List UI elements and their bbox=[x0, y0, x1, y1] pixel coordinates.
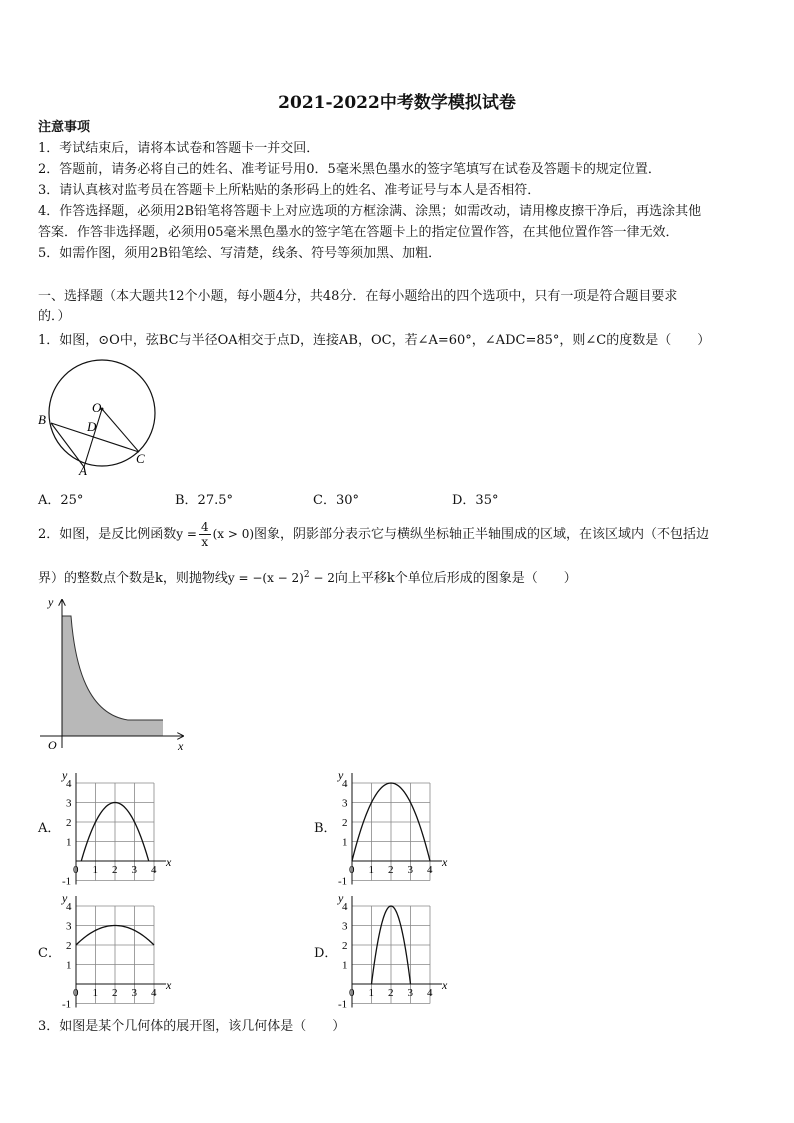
q2-parabola-exp: 2 bbox=[303, 570, 310, 580]
section-heading: 一、选择题（本大题共12个小题，每小题4分，共48分．在每小题给出的四个选项中，只有一项是符合题目要求 bbox=[38, 289, 678, 304]
q2-option-c-label[interactable]: C． bbox=[38, 946, 61, 961]
q2-fraction bbox=[199, 520, 211, 549]
question-1-text: 1．如图，⊙O中，弦BC与半径OA相交于点D，连接AB，OC，若∠A=60°，∠ADC=85°，则∠C的度数是（ ） bbox=[38, 333, 711, 348]
radius-oa bbox=[84, 409, 102, 467]
y-tick-label: -1 bbox=[338, 875, 348, 886]
label-o: O bbox=[92, 400, 102, 415]
label-c: C bbox=[136, 451, 145, 466]
label-b: B bbox=[38, 412, 46, 427]
y-tick-label: 4 bbox=[342, 778, 348, 790]
q2-func-cond: (x > 0) bbox=[212, 527, 255, 541]
y-tick-label: 1 bbox=[66, 959, 72, 972]
y-tick-label: 2 bbox=[342, 817, 348, 829]
y-tick-label: 4 bbox=[342, 901, 348, 913]
y-tick-label: -1 bbox=[62, 875, 72, 886]
q2-parabola bbox=[228, 571, 335, 585]
x-tick-label: 1 bbox=[92, 864, 98, 876]
x-tick-label: 2 bbox=[388, 864, 394, 876]
question-2-line1 bbox=[38, 519, 709, 550]
y-tick-label: 2 bbox=[66, 940, 72, 952]
x-tick-label: 4 bbox=[427, 864, 433, 876]
x-tick-label: 3 bbox=[131, 987, 137, 999]
x-tick-label: 2 bbox=[388, 987, 394, 999]
x-tick-label: 0 bbox=[349, 987, 355, 999]
notice-heading: 注意事项 bbox=[38, 120, 91, 135]
notice-item: 2．答题前，请务必将自己的姓名、准考证号用0．5毫米黑色墨水的签字笔填写在试卷及答题卡的规定位置． bbox=[38, 162, 661, 177]
origin-label: O bbox=[48, 738, 57, 752]
q2-option-b-graph[interactable] bbox=[334, 770, 454, 886]
question-2-line2 bbox=[38, 565, 577, 589]
y-tick-label: 4 bbox=[66, 901, 72, 913]
x-tick-label: 2 bbox=[112, 987, 118, 999]
notice-item: 4．作答选择题，必须用2B铅笔将答题卡上对应选项的方框涂满、涂黑；如需改动，请用橡皮擦干净后，再选涂其他 bbox=[38, 204, 702, 219]
x-tick-label: 3 bbox=[407, 864, 413, 876]
q2-frac-den: x bbox=[201, 535, 209, 549]
mini-y-label: y bbox=[338, 770, 344, 782]
x-tick-label: 4 bbox=[151, 864, 157, 876]
q2-text-c: 界）的整数点个数是k，则抛物线 bbox=[38, 571, 228, 586]
y-tick-label: 3 bbox=[66, 920, 72, 933]
mini-x-label: x bbox=[166, 978, 172, 992]
mini-x-label: x bbox=[442, 855, 448, 869]
shaded-region bbox=[62, 616, 163, 736]
mini-x-label: x bbox=[166, 855, 172, 869]
q2-option-c-graph[interactable] bbox=[58, 893, 178, 1009]
y-tick-label: 4 bbox=[66, 778, 72, 790]
x-tick-label: 3 bbox=[407, 987, 413, 999]
inverse-function-graph bbox=[38, 592, 198, 754]
q2-parabola-base: y = −(x − 2) bbox=[227, 571, 304, 585]
page-title: 2021-2022中考数学模拟试卷 bbox=[278, 93, 516, 113]
q2-text-b: 图象，阴影部分表示它与横纵坐标轴正半轴围成的区域，在该区域内（不包括边 bbox=[254, 527, 710, 542]
x-tick-label: 1 bbox=[368, 987, 374, 999]
y-tick-label: 1 bbox=[342, 959, 348, 972]
section-heading-cont: 的．） bbox=[38, 309, 71, 324]
q2-text-d: 向上平移k个单位后形成的图象是（ ） bbox=[334, 571, 577, 586]
x-axis-label: x bbox=[178, 739, 184, 753]
notice-item: 3．请认真核对监考员在答题卡上所粘贴的条形码上的姓名、准考证号与本人是否相符． bbox=[38, 183, 541, 198]
q1-option-c[interactable]: C．30° bbox=[313, 493, 359, 508]
notice-item: 5．如需作图，须用2B铅笔绘、写清楚，线条、符号等须加黑、加粗． bbox=[38, 246, 442, 261]
mini-x-label: x bbox=[442, 978, 448, 992]
q2-parabola-tail: − 2 bbox=[309, 571, 335, 585]
y-tick-label: 1 bbox=[342, 836, 348, 849]
q1-option-a[interactable]: A．25° bbox=[38, 493, 84, 508]
x-tick-label: 1 bbox=[92, 987, 98, 999]
notice-item: 1．考试结束后，请将本试卷和答题卡一并交回． bbox=[38, 141, 320, 156]
circle-figure bbox=[36, 354, 166, 479]
x-tick-label: 4 bbox=[151, 987, 157, 999]
mini-y-label: y bbox=[62, 893, 68, 905]
x-tick-label: 0 bbox=[73, 987, 79, 999]
y-tick-label: 1 bbox=[66, 836, 72, 849]
x-tick-label: 1 bbox=[368, 864, 374, 876]
x-tick-label: 2 bbox=[112, 864, 118, 876]
y-tick-label: 3 bbox=[342, 797, 348, 810]
x-tick-label: 0 bbox=[73, 864, 79, 876]
notice-item: 答案．作答非选择题，必须用05毫米黑色墨水的签字笔在答题卡上的指定位置作答，在其他位置作答一律无效． bbox=[38, 225, 679, 240]
q2-text-a: 2．如图，是反比例函数 bbox=[38, 527, 177, 542]
y-tick-label: -1 bbox=[62, 998, 72, 1009]
y-tick-label: 3 bbox=[342, 920, 348, 933]
q1-option-d[interactable]: D．35° bbox=[452, 493, 499, 508]
x-tick-label: 0 bbox=[349, 864, 355, 876]
q2-option-d-graph[interactable] bbox=[334, 893, 454, 1009]
q2-func-lhs: y = bbox=[176, 527, 197, 541]
chord-ab bbox=[51, 423, 84, 467]
q2-frac-num: 4 bbox=[200, 520, 209, 534]
question-3-text: 3．如图是某个几何体的展开图，该几何体是（ ） bbox=[38, 1019, 346, 1034]
label-d: D bbox=[87, 419, 97, 434]
q2-option-a-graph[interactable] bbox=[58, 770, 178, 886]
y-tick-label: 3 bbox=[66, 797, 72, 810]
q2-option-a-label[interactable]: A． bbox=[38, 821, 61, 836]
q2-option-d-label[interactable]: D． bbox=[314, 946, 338, 961]
x-tick-label: 3 bbox=[131, 864, 137, 876]
y-axis-label: y bbox=[48, 595, 54, 609]
label-a: A bbox=[79, 463, 87, 478]
y-tick-label: -1 bbox=[338, 998, 348, 1009]
x-tick-label: 4 bbox=[427, 987, 433, 999]
mini-y-label: y bbox=[62, 770, 68, 782]
q1-option-b[interactable]: B．27.5° bbox=[175, 493, 233, 508]
y-tick-label: 2 bbox=[66, 817, 72, 829]
q2-option-b-label[interactable]: B． bbox=[314, 821, 337, 836]
y-tick-label: 2 bbox=[342, 940, 348, 952]
mini-y-label: y bbox=[338, 893, 344, 905]
